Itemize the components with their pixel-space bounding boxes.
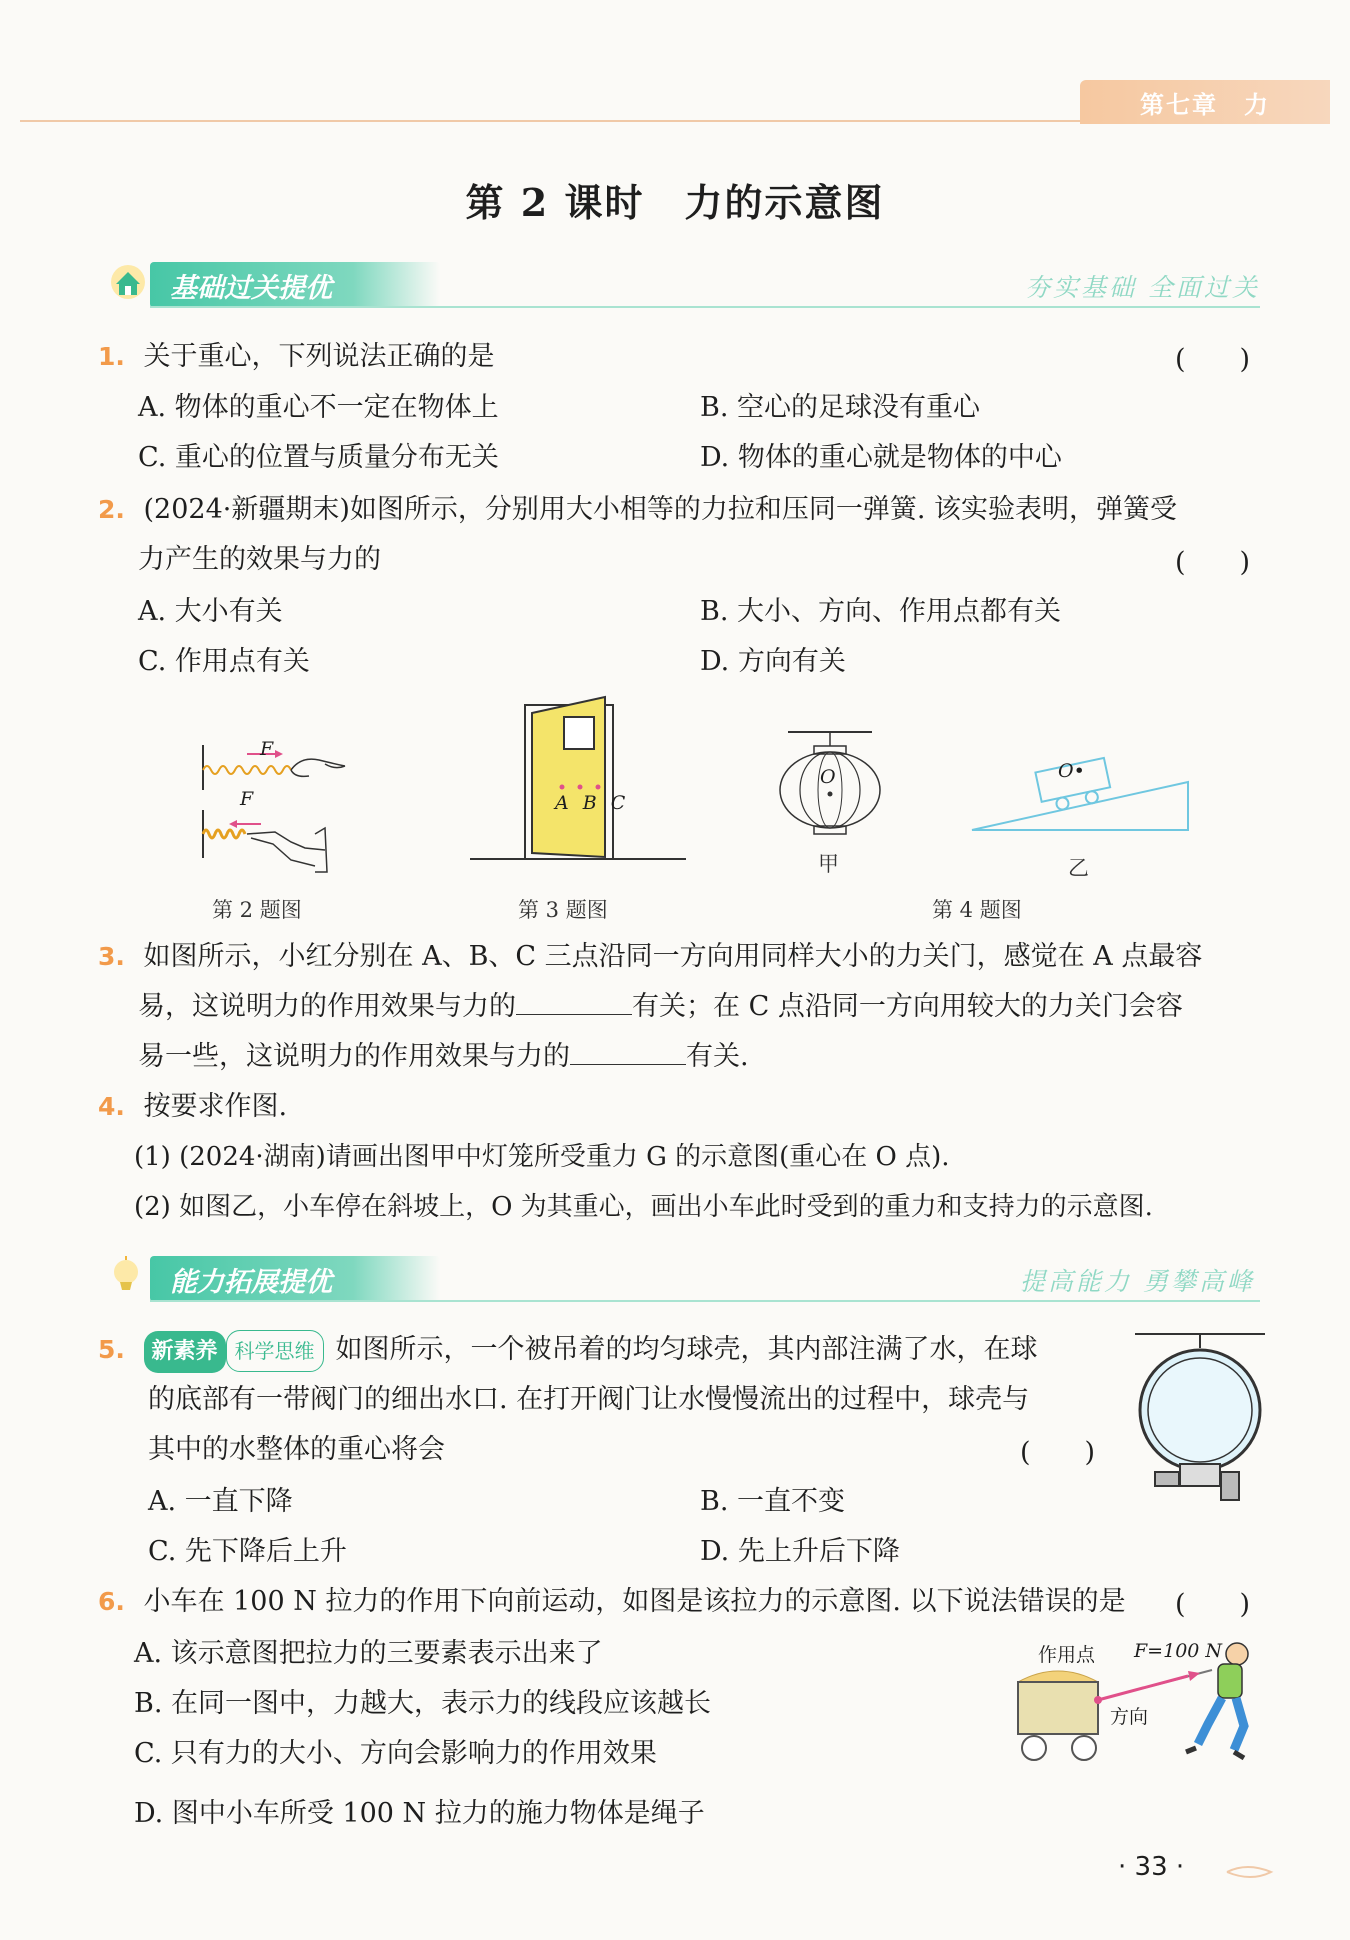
page-title: 第 2 课时 力的示意图 bbox=[465, 180, 885, 225]
section1-rule bbox=[150, 306, 1260, 308]
sub-question-2: (2) 如图乙，小车停在斜坡上，O 为其重心，画出小车此时受到的重力和支持力的示意图. bbox=[134, 1192, 1153, 1222]
question-number: 6. bbox=[98, 1587, 125, 1616]
question-number: 3. bbox=[98, 942, 125, 971]
figure-caption-4: 第 4 题图 bbox=[932, 898, 1022, 922]
question-1 bbox=[98, 337, 1268, 377]
sub-question-1: (1) (2024·湖南)请画出图甲中灯笼所受重力 G 的示意图(重心在 O 点). bbox=[134, 1142, 950, 1172]
question-number: 5. bbox=[98, 1335, 125, 1364]
chapter-tab: 第七章 力 bbox=[1080, 80, 1330, 124]
question-3-line3 bbox=[138, 1037, 749, 1077]
section1-icon bbox=[108, 262, 148, 306]
question-3-line2 bbox=[138, 987, 1183, 1027]
answer-paren: ( ) bbox=[1175, 547, 1251, 578]
page-number: · 33 · bbox=[1118, 1852, 1185, 1882]
door-points-label: A B C bbox=[555, 792, 630, 814]
option-b: B. 一直不变 bbox=[700, 1486, 846, 1517]
section2-label: 能力拓展提优 bbox=[150, 1256, 440, 1302]
text: 易，这说明力的作用效果与力的 bbox=[138, 991, 516, 1022]
question-4 bbox=[98, 1087, 287, 1127]
question-number: 4. bbox=[98, 1092, 125, 1121]
question-stem-line2: 力产生的效果与力的 bbox=[138, 544, 381, 575]
answer-blank[interactable] bbox=[516, 988, 632, 1015]
text: 易一些，这说明力的作用效果与力的 bbox=[138, 1041, 570, 1072]
question-stem: 小车在 100 N 拉力的作用下向前运动，如图是该拉力的示意图. 以下说法错误的是 bbox=[143, 1586, 1126, 1617]
question-5 bbox=[98, 1330, 1128, 1373]
direction-label: 方向 bbox=[1110, 1706, 1149, 1728]
option-c: C. 作用点有关 bbox=[138, 646, 310, 677]
page-swoosh-icon bbox=[1225, 1860, 1275, 1888]
force-value-label: F=100 N bbox=[1134, 1640, 1223, 1662]
option-a: A. 大小有关 bbox=[138, 596, 283, 627]
answer-paren: ( ) bbox=[1175, 1589, 1251, 1620]
lantern-center-label: O bbox=[820, 766, 836, 788]
question-stem-line1: 如图所示，一个被吊着的均匀球壳，其内部注满了水，在球 bbox=[335, 1334, 1038, 1365]
action-point-label: 作用点 bbox=[1038, 1644, 1096, 1666]
answer-paren: ( ) bbox=[1020, 1437, 1096, 1468]
section2-rule bbox=[150, 1300, 1260, 1302]
question-number: 2. bbox=[98, 495, 125, 524]
section2-motto: 提高能力 勇攀高峰 bbox=[1020, 1267, 1255, 1296]
force-label: F bbox=[260, 738, 274, 760]
option-c: C. 重心的位置与质量分布无关 bbox=[138, 442, 499, 473]
text: 有关. bbox=[686, 1041, 749, 1072]
question-stem-line1: 如图所示，小红分别在 A、B、C 三点沿同一方向用同样大小的力关门，感觉在 A 点最容 bbox=[143, 941, 1203, 972]
option-c: C. 只有力的大小、方向会影响力的作用效果 bbox=[134, 1738, 657, 1769]
option-d: D. 先上升后下降 bbox=[700, 1536, 900, 1567]
lantern-caption: 甲 bbox=[818, 852, 839, 876]
question-stem: 关于重心，下列说法正确的是 bbox=[143, 341, 495, 372]
option-a: A. 物体的重心不一定在物体上 bbox=[138, 392, 499, 423]
question-6 bbox=[98, 1582, 1268, 1622]
question-stem-line3: 其中的水整体的重心将会 bbox=[148, 1434, 445, 1465]
question-stem: 按要求作图. bbox=[143, 1091, 288, 1122]
spring-figure bbox=[195, 740, 360, 884]
force-label: F bbox=[240, 788, 254, 810]
question-2 bbox=[98, 490, 1268, 530]
question-3 bbox=[98, 937, 1268, 977]
option-b: B. 空心的足球没有重心 bbox=[700, 392, 981, 423]
option-b: B. 在同一图中，力越大，表示力的线段应该越长 bbox=[134, 1688, 712, 1719]
figure-caption-2: 第 2 题图 bbox=[212, 898, 302, 922]
answer-blank[interactable] bbox=[570, 1038, 686, 1065]
car-center-label: O• bbox=[1058, 760, 1085, 782]
door-figure bbox=[470, 695, 690, 869]
option-a: A. 该示意图把拉力的三要素表示出来了 bbox=[134, 1638, 603, 1669]
section2-icon bbox=[108, 1256, 144, 1304]
option-a: A. 一直下降 bbox=[148, 1486, 293, 1517]
question-number: 1. bbox=[98, 342, 125, 371]
slope-caption: 乙 bbox=[1068, 856, 1089, 880]
figure-caption-3: 第 3 题图 bbox=[518, 898, 608, 922]
option-c: C. 先下降后上升 bbox=[148, 1536, 347, 1567]
sphere-shell-figure bbox=[1135, 1332, 1267, 1514]
option-d: D. 方向有关 bbox=[700, 646, 846, 677]
option-d: D. 图中小车所受 100 N 拉力的施力物体是绳子 bbox=[134, 1798, 705, 1829]
option-d: D. 物体的重心就是物体的中心 bbox=[700, 442, 1062, 473]
section1-motto: 夯实基础 全面过关 bbox=[1025, 273, 1260, 302]
new-literacy-tag: 新素养 bbox=[144, 1331, 226, 1373]
answer-paren: ( ) bbox=[1175, 344, 1251, 375]
science-thinking-tag: 科学思维 bbox=[226, 1330, 324, 1372]
question-stem-line1: (2024·新疆期末)如图所示，分别用大小相等的力拉和压同一弹簧. 该实验表明，弹簧受 bbox=[143, 494, 1178, 525]
question-stem-line2: 的底部有一带阀门的细出水口. 在打开阀门让水慢慢流出的过程中，球壳与 bbox=[148, 1384, 1030, 1415]
section1-label: 基础过关提优 bbox=[150, 262, 440, 308]
text: 有关；在 C 点沿同一方向用较大的力关门会容 bbox=[632, 991, 1183, 1022]
slope-figure bbox=[968, 740, 1198, 844]
option-b: B. 大小、方向、作用点都有关 bbox=[700, 596, 1062, 627]
